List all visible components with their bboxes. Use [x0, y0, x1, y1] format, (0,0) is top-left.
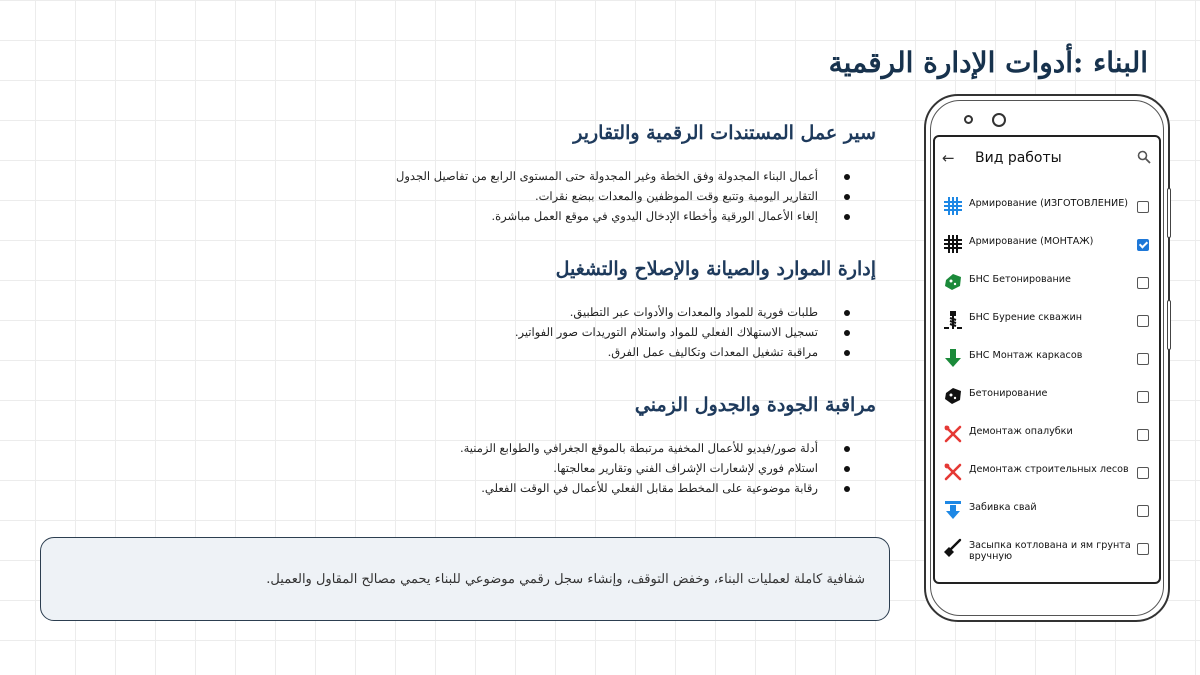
drilling-icon [943, 310, 963, 330]
pile-driving-icon [943, 500, 963, 520]
work-type-item[interactable] [935, 303, 1159, 341]
item-label: БНС Монтаж каркасов [969, 350, 1083, 361]
work-type-item[interactable] [935, 227, 1159, 265]
phone-sensor [964, 115, 973, 124]
list-item: رقابة موضوعية على المخطط مقابل الفعلي للأعمال في الوقت الفعلي. [380, 478, 850, 498]
arrow-down-icon [943, 348, 963, 368]
phone-power-button [1167, 300, 1171, 350]
shovel-icon [943, 538, 963, 558]
list-item: أدلة صور/فيديو للأعمال المخفية مرتبطة بالموقع الجغرافي والطوابع الزمنية. [380, 438, 850, 458]
section-digital-workflow [380, 122, 880, 226]
phone-camera [992, 113, 1006, 127]
item-checkbox[interactable] [1137, 543, 1149, 555]
work-type-item[interactable] [935, 493, 1159, 531]
item-checkbox[interactable] [1137, 315, 1149, 327]
summary-text: شفافية كاملة لعمليات البناء، وخفض التوقف، وإنشاء سجل رقمي موضوعي للبناء يحمي مصالح المقاول والعميل. [266, 571, 865, 587]
item-checkbox[interactable] [1137, 505, 1149, 517]
item-label: БНС Бурение скважин [969, 312, 1083, 323]
item-checkbox[interactable] [1137, 201, 1149, 213]
section-heading: مراقبة الجودة والجدول الزمني [634, 394, 876, 416]
work-type-item[interactable] [935, 341, 1159, 379]
work-type-item[interactable] [935, 265, 1159, 303]
work-type-item[interactable] [935, 189, 1159, 227]
bullet-list [380, 166, 880, 226]
work-type-item[interactable] [935, 379, 1159, 417]
summary-box [40, 537, 890, 621]
rebar-grid-icon [943, 196, 963, 216]
work-type-item[interactable] [935, 417, 1159, 455]
tools-icon [943, 424, 963, 444]
list-item: تسجيل الاستهلاك الفعلي للمواد واستلام التوريدات صور الفواتير. [380, 322, 850, 342]
section-quality-control [380, 394, 880, 498]
item-checkbox-checked[interactable] [1137, 239, 1149, 251]
rebar-grid-icon [943, 234, 963, 254]
concrete-block-icon [943, 386, 963, 406]
list-item: إلغاء الأعمال الورقية وأخطاء الإدخال اليدوي في موقع العمل مباشرة. [380, 206, 850, 226]
item-label: Армирование (ИЗГОТОВЛЕНИЕ) [969, 198, 1129, 209]
work-type-item[interactable] [935, 531, 1159, 569]
phone-screen [933, 135, 1161, 584]
section-resource-management [380, 258, 880, 362]
item-checkbox[interactable] [1137, 353, 1149, 365]
work-type-item[interactable] [935, 455, 1159, 493]
item-label: Армирование (МОНТАЖ) [969, 236, 1094, 247]
list-item: طلبات فورية للمواد والمعدات والأدوات عبر التطبيق. [380, 302, 850, 322]
page-title: البناء :أدوات الإدارة الرقمية [828, 46, 1148, 79]
item-label: Засыпка котлована и ям грунта вручную [969, 540, 1131, 562]
app-bar [935, 137, 1159, 181]
item-label: БНС Бетонирование [969, 274, 1071, 285]
concrete-pour-icon [943, 272, 963, 292]
item-checkbox[interactable] [1137, 467, 1149, 479]
phone-volume-button [1167, 188, 1171, 238]
tools-icon [943, 462, 963, 482]
list-item: مراقبة تشغيل المعدات وتكاليف عمل الفرق. [380, 342, 850, 362]
item-label: Демонтаж строительных лесов [969, 464, 1129, 475]
section-heading: سير عمل المستندات الرقمية والتقارير [573, 122, 876, 144]
section-heading: إدارة الموارد والصيانة والإصلاح والتشغيل [555, 258, 876, 280]
list-item: أعمال البناء المجدولة وفق الخطة وغير المجدولة حتى المستوى الرابع من تفاصيل الجدول [380, 166, 850, 186]
item-label: Забивка свай [969, 502, 1037, 513]
item-checkbox[interactable] [1137, 391, 1149, 403]
screen-title: Вид работы [975, 150, 1062, 166]
item-label: Демонтаж опалубки [969, 426, 1073, 437]
search-icon[interactable] [1137, 150, 1151, 164]
list-item: التقارير اليومية وتتبع وقت الموظفين والمعدات ببضع نقرات. [380, 186, 850, 206]
list-item: استلام فوري لإشعارات الإشراف الفني وتقارير معالجتها. [380, 458, 850, 478]
item-label: Бетонирование [969, 388, 1048, 399]
bullet-list [380, 438, 880, 498]
bullet-list [380, 302, 880, 362]
item-checkbox[interactable] [1137, 277, 1149, 289]
back-arrow-icon[interactable]: ← [942, 149, 955, 167]
item-checkbox[interactable] [1137, 429, 1149, 441]
